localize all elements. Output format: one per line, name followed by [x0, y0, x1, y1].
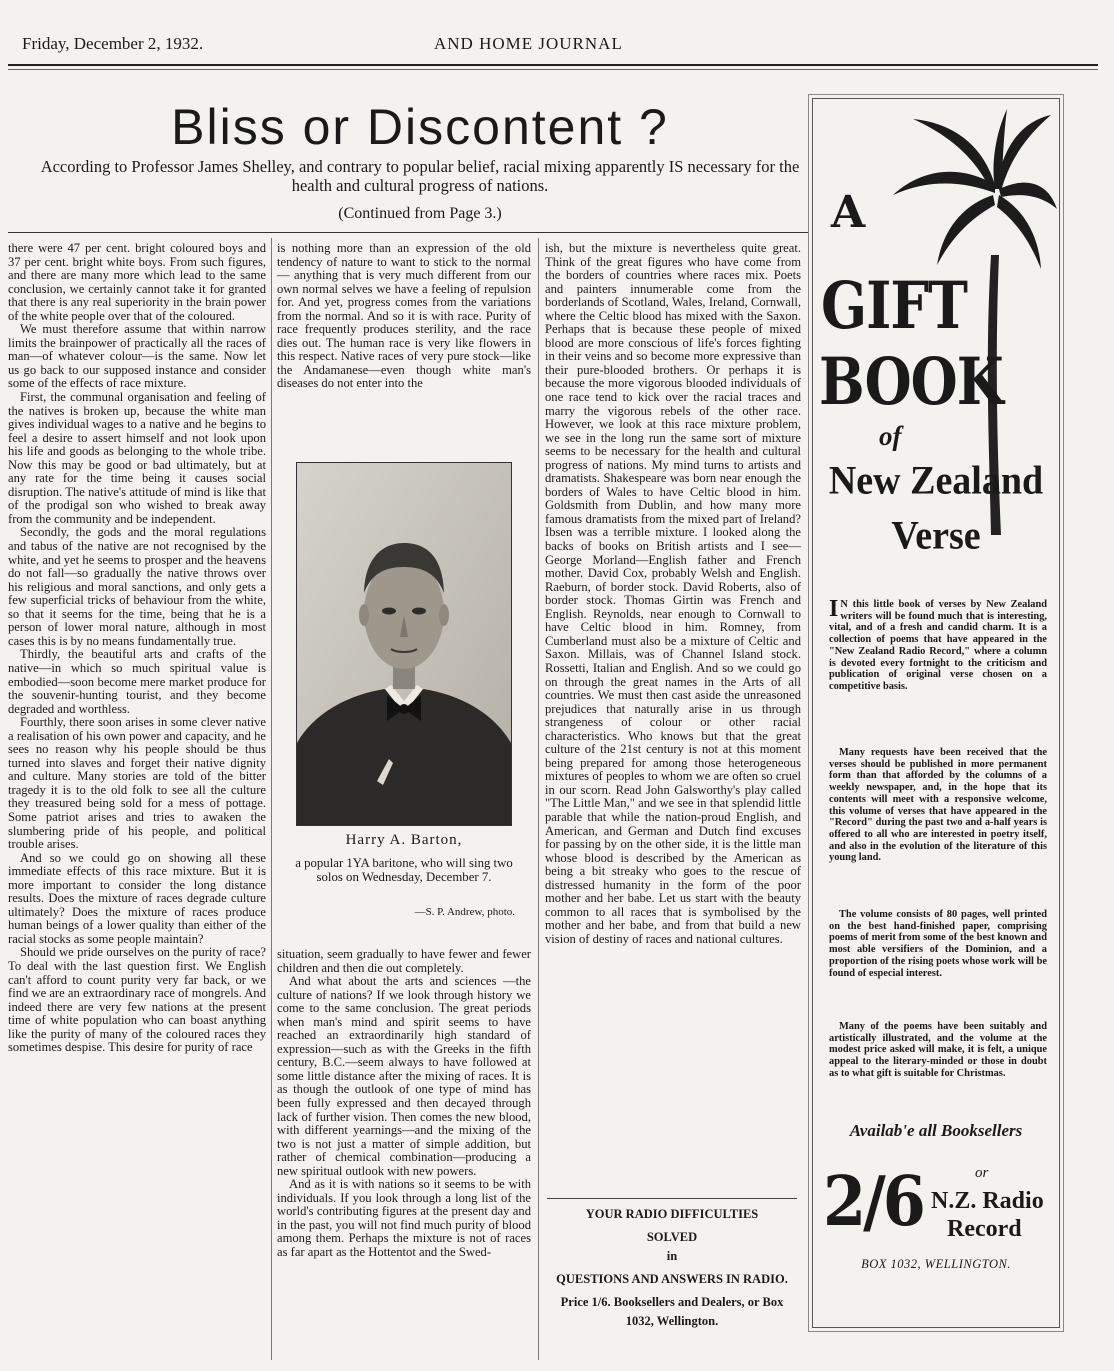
portrait-photo	[296, 462, 512, 826]
advert-paragraph-4	[829, 1021, 1047, 1080]
gift-book-advert	[812, 98, 1060, 1328]
advert-availability: Availab'e all Booksellers	[849, 1121, 1023, 1140]
notice-line-5: Price 1/6. Booksellers and Dealers, or Box 1032, Wellington.	[560, 1295, 784, 1328]
article-paragraph: Secondly, the gods and the moral regulations and tabus of the native are not recognised by the white, and yet he seems to prosper and the heavens do not fall—so gradually the native throws over his religious and moral sanctions, and only gets a few superficial tricks of behaviour from the white, so that it seems for the time, being that he is a person of lower moral nature, although in most cases this is by no means fundamentally true.	[8, 525, 266, 648]
masthead-rule-thin	[8, 69, 1098, 70]
column-rule	[271, 238, 272, 1360]
article-headline: Bliss or Discontent ?	[171, 99, 669, 155]
article-paragraph: And what about the arts and sciences —the culture of nations? If we look through history we come to the same conclusion. The great periods when man's mind and spirit seems to have reached an extraordinarily high standard of expression—such as with the Greeks in the fifth century, B.C.—seem always to have followed at some little distance after the mixing of races. It is as though the outlook of one type of mind has been fully expressed and then decayed through lack of further vision. Then comes the new blood, with different yearnings—and the mixing of the two is not just a matter of simple addition, but rather of chemical combination—producing a new spiritual outlook with new powers.	[277, 974, 531, 1178]
advert-address: BOX 1032, WELLINGTON.	[861, 1257, 1011, 1271]
photo-credit: —S. P. Andrew, photo.	[414, 906, 515, 918]
advert-publisher-line-2: Record	[947, 1216, 1022, 1242]
article-paragraph: Thirdly, the beautiful arts and crafts of the native—in which so much spiritual value is embodied—soon become mere market produce for the souvenir-hunting tourist, and they become degraded and worthless.	[8, 647, 266, 716]
advert-paragraph-1	[829, 596, 1047, 693]
article-paragraph: Fourthly, there soon arises in some clever native a realisation of his own power and capacity, and he sees no reason why his people should be thus turned into slaves and forget their native dignity and culture. Many stories are told of the bitter tragedy it is to the old folk to see all the culture they treasured being sold for a mess of pottage. Some patriot arises and tries to awaken the slumbering pride of his people, and political trouble arises.	[8, 715, 266, 852]
advert-paragraph-3-text: The volume consists of 80 pages, well printed on the best hand-finished paper, comprising poems of merit from some of the best known and most able versifiers of the Dominion, and a proportion of the rising poets whose work will be found of especial interest.	[829, 909, 1047, 979]
advert-book: BOOK	[819, 343, 1003, 420]
article-paragraph: there were 47 per cent. bright coloured boys and 37 per cent. bright white boys. From such figures, and there are many more which lead to the same conclusion, we certainly cannot take it for granted that there is any real superiority in the brain power of the white people over that of the coloured.	[8, 241, 266, 323]
advert-publisher	[931, 1187, 1044, 1243]
advert-publisher-line-1: N.Z. Radio	[931, 1188, 1044, 1214]
notice-rule	[547, 1198, 797, 1199]
advert-paragraph-4-text: Many of the poems have been suitably and artistically illustrated, and the volume at the modest price asked will make, it is felt, a unique appeal to the literary-minded or those in doubt as to what gift is suitable for Christmas.	[829, 1021, 1047, 1079]
continued-note: (Continued from Page 3.)	[338, 205, 502, 222]
advert-gift: GIFT	[821, 267, 967, 344]
article-column-3	[545, 242, 801, 1192]
article-standfirst: According to Professor James Shelley, and contrary to popular belief, racial mixing apparently IS necessary for the health and cultural progress of nations.	[40, 157, 800, 195]
article-paragraph: And so we could go on showing all these immediate effects of this race mixture. But it is more important to consider the long distance results. Does the mixture of races degrade culture ultimately? Does the mixture of races produce human beings of a lower quality than either of the racial stocks as some people maintain?	[8, 850, 266, 946]
advert-paragraph-2	[829, 747, 1047, 864]
article-paragraph: Should we pride ourselves on the purity of race? To deal with the last question first. We English can't afford to count purity very far back, or we find we are an extraordinary race of mongrels. And indeed there are very few nations at the present time of white population who can boast anything like the purity of many of the coloured races they sometimes despise. This desire for purity of race	[8, 945, 266, 1055]
article-paragraph: situation, seem gradually to have fewer and fewer children and then die out completely.	[277, 947, 531, 975]
article-paragraph: ish, but the mixture is nevertheless quite great. Think of the great figures who have come from the borders of countries where races mix. Poets and painters innumerable come from the borderlands of Scotland, Wales, Ireland, Cornwall, where the Celtic blood has mixed with the Saxon. Perhaps that is because these people of mixed blood are more conscious of life's forces fighting in their veins and so become more expressive than their pure-blooded brothers. Or perhaps it is because the more vigorous blooded individuals of one race tend to kick over the racial traces and marry the vigorous rebels of the other race. However, we look at this race mixture problem, we see in the long run the same sort of mixture seems to be necessary for the health and cultural progress of nations. My mind turns to artists and dramatists. Shakespeare was born near enough the borders of Wales to have Celtic blood in him. Goldsmith from Dublin, and how many more famous dramatists from the mixed part of Ireland? Ibsen was a terrible mixture. I looked along the backs of books on British artists and I see—George Morland—English father and French mother. David Cox, probably Welsh and English. Raeburn, of border stock. David Roberts, also of border stock. Thomas Girtin was French and English. Reynolds, near enough to Cornwall to have Celtic blood in him. Romney, from Cumberland must also be a mixture of Celtic and Saxon. Millais, was of Channel Island stock. Rossetti, Italian and English. And so we could go on through the great names in the Arts of all countries. We must then cast aside the unreasoned prejudices that naturally arise in us through strangeness of colour or other racial characteristics. Who knows but that the great culture of the 21st century is not at this moment being prepared for among those heterogeneous mixtures of peoples to whom we are often so cruel in our scorn. Read John Galsworthy's play called "The Little Man," and we see in that splendid little parable that while the nation-proud English, and American, and German and Dutch find excuses for passing by on the other side, it is the little man whose blood is described by the American as being a bit streaky who goes to the rescue of distressed humanity in the form of the poor mother and her babe. Let us start with the beauty common to all races that is symbolised by the mother and her babe, and from that build a new vision of destiny of races and national cultures.	[545, 241, 801, 946]
notice-line-3: in	[666, 1249, 678, 1263]
issue-date: Friday, December 2, 1932.	[22, 34, 204, 53]
article-paragraph: is nothing more than an expression of the old tendency of nature to want to stick to the normal— anything that is very much different from our own normal selves we have a feeling of repulsion for. And yet, progress comes from the variations from the normal. And so it is with race. Purity of race frequently produces sterility, and the race dies out. The human race is very like flowers in this respect. Native races of very pure stock—like the Andamanese—even though white man's diseases do not enter into the	[277, 241, 531, 391]
advert-paragraph-3	[829, 909, 1047, 979]
article-column-2-top	[277, 242, 531, 452]
advert-a: A	[831, 187, 866, 238]
advert-drop-cap: I	[829, 596, 839, 622]
advert-paragraph-1-text: N this little book of verses by New Zealand writers will be found much that is interesting, vital, and of a fresh and candid charm. It is a collection of poems that have appeared in the "New Zealand Radio Record," where a column is devoted every fortnight to the criticism and publication of original verse chosen on a competitive basis.	[829, 599, 1047, 692]
radio-book-notice	[547, 1198, 797, 1358]
photo-caption-name: Harry A. Barton,	[345, 832, 463, 848]
masthead	[22, 34, 1092, 64]
article-paragraph: First, the communal organisation and feeling of the natives is broken up, because the white man gives individual wages to a native and he begins to feel a desire to assert himself and not look upon his life and goods as belonging to the whole tribe. Now this may be good or bad ultimately, but at any rate for the time being it causes social disruption. The native's attitude of mind is like that of the prodigal son who wished to break away from the community and be independent.	[8, 390, 266, 526]
headline-rule	[8, 232, 808, 233]
advert-of: of	[879, 421, 902, 451]
notice-line-1: YOUR RADIO DIFFICULTIES	[585, 1207, 759, 1221]
column-rule	[538, 238, 539, 1360]
advert-paragraph-2-text: Many requests have been received that the verses should be published in more permanent form than that afforded by the columns of a weekly newspaper, and, in the hope that its contents will meet with a responsive welcome, this volume of verses that have appeared in the "Record" during the past two and a-half years is offered to all who are interested in poetry itself, and also in the evolution of the literature of this young land.	[829, 747, 1047, 864]
advert-title-line-2: Verse	[891, 513, 981, 559]
masthead-rule	[8, 64, 1098, 66]
journal-name: AND HOME JOURNAL	[434, 34, 623, 53]
portrait-illustration	[297, 463, 511, 825]
advert-price: 2/6	[823, 1161, 923, 1242]
photo-caption-text: a popular 1YA baritone, who will sing two solos on Wednesday, December 7.	[295, 856, 513, 884]
article-paragraph: And as it is with nations so it seems to be with individuals. If you look through a long list of the world's contributing figures at the present day and in the past, you will not find much purity of blood among them. Perhaps the mixture is not of races as far apart as the Hottentot and the Swed-	[277, 1177, 531, 1260]
advert-title-line-1: New Zealand	[828, 458, 1044, 504]
article-column-2-bottom	[277, 948, 531, 1360]
article-column-1	[8, 242, 266, 1360]
notice-line-2: SOLVED	[646, 1230, 698, 1244]
article-paragraph: We must therefore assume that within narrow limits the brainpower of practically all the races of man—of whatever colour—is the same. Now let us go back to our supposed instance and consider some of the effects of race mixture.	[8, 322, 266, 391]
notice-line-4: QUESTIONS AND ANSWERS IN RADIO.	[556, 1272, 788, 1286]
advert-or: or	[975, 1165, 989, 1181]
